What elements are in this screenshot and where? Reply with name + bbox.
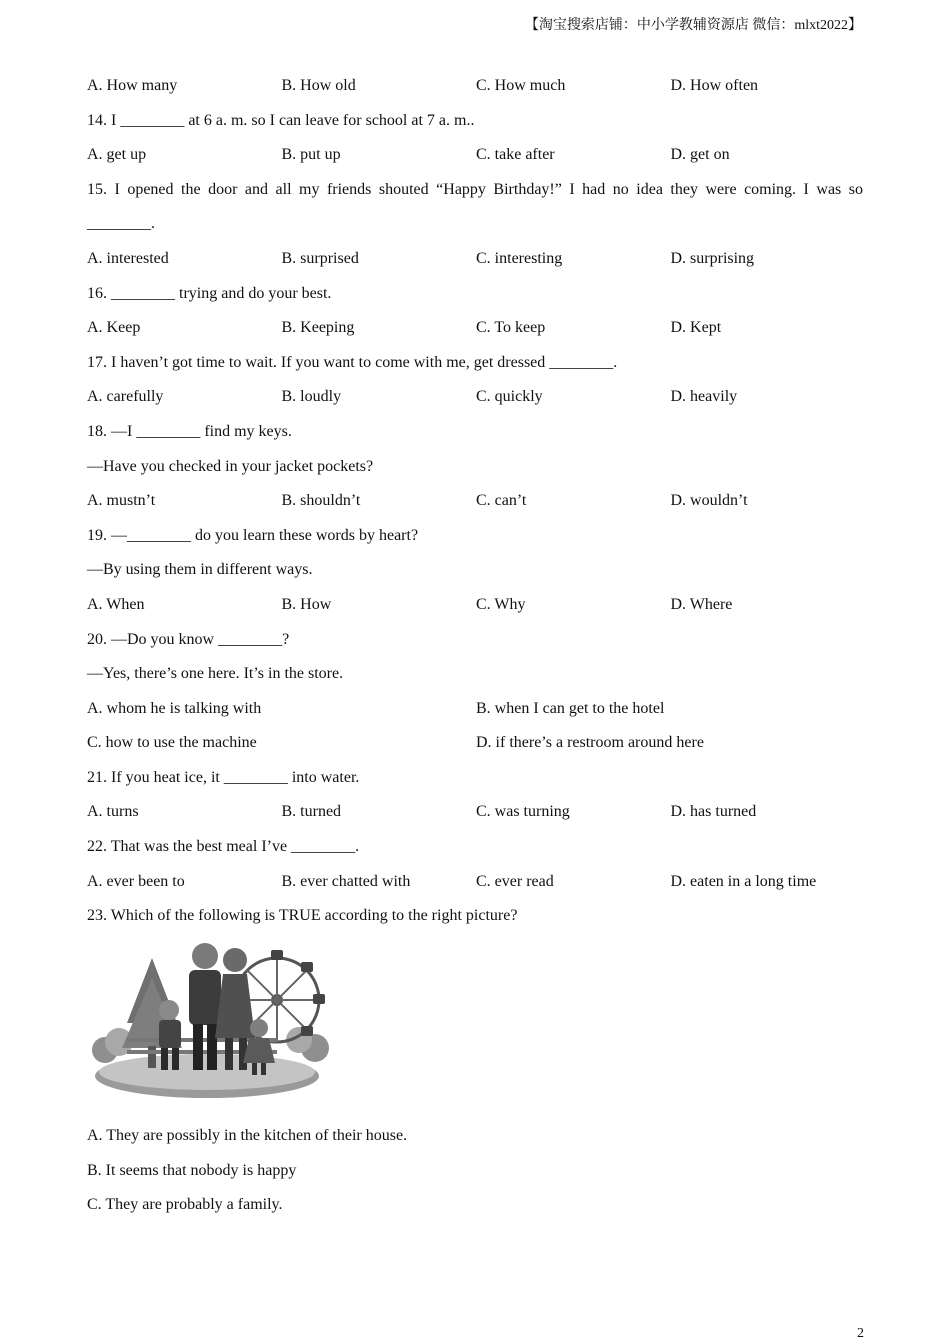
family-illustration [87,938,337,1103]
option-d: D. Where [670,595,733,613]
option-b: B. How old [281,77,356,94]
q19-stem: 19. —________ do you learn these words by heart? [87,526,419,544]
option-c: C. interesting [476,249,563,267]
option-c: C. can’t [476,492,527,510]
q18-options [87,487,863,522]
q15-options [87,245,863,280]
option-b: B. loudly [281,388,342,406]
q20-reply: —Yes, there’s one here. It’s in the store. [87,665,344,683]
option-a: A. interested [87,249,169,267]
option-d: D. get on [670,146,730,164]
option-a: A. They are possibly in the kitchen of their house. [87,1127,408,1144]
q18-stem: 18. —I ________ find my keys. [87,422,292,440]
q20-options-row2 [87,729,863,764]
option-c: C. ever read [476,872,554,890]
option-c: C. take after [476,146,555,164]
q20-options-row1 [87,695,863,730]
option-b: B. shouldn’t [281,492,361,510]
option-c: C. To keep [476,319,546,337]
page-number: 2 [857,1326,864,1341]
q16-stem: 16. ________ trying and do your best. [87,284,332,302]
option-b: B. It seems that nobody is happy [87,1161,297,1179]
option-d: D. How often [670,77,759,94]
option-c: C. Why [476,595,526,613]
option-d: D. heavily [670,388,738,406]
option-d: D. surprising [670,249,755,267]
option-a: A. carefully [87,388,164,406]
option-b: B. surprised [281,249,359,267]
option-c: C. quickly [476,388,543,406]
q15-stem-line1: 15. I opened the door and all my friends shouted “Happy Birthday!” I had no idea they were coming. I was so [87,180,863,198]
option-b: B. Keeping [281,319,355,337]
q21-options [87,798,863,833]
q23-options [87,1122,863,1226]
option-b: B. when I can get to the hotel [476,699,665,717]
q13-options [87,72,863,107]
option-d: D. has turned [670,803,757,821]
q17-options [87,383,863,418]
option-a: A. mustn’t [87,492,156,510]
q21-stem: 21. If you heat ice, it ________ into water. [87,768,360,786]
option-c: C. They are probably a family. [87,1196,283,1214]
option-b: B. put up [281,146,341,164]
option-b: B. How [281,595,332,613]
option-a: A. Keep [87,319,141,337]
q17-stem: 17. I haven’t got time to wait. If you want to come with me, get dressed ________. [87,353,618,371]
option-b: B. ever chatted with [281,872,411,890]
q23-stem: 23. Which of the following is TRUE according to the right picture? [87,907,518,925]
option-a: A. get up [87,146,147,164]
q16-options [87,314,863,349]
option-d: D. wouldn’t [670,492,748,510]
q19-reply: —By using them in different ways. [87,561,313,579]
option-c: C. How much [476,77,566,94]
q18-reply: —Have you checked in your jacket pockets? [87,457,374,475]
option-a: A. whom he is talking with [87,699,262,717]
option-c: C. was turning [476,803,570,821]
family-picture-svg [87,938,337,1103]
option-a: A. When [87,595,145,613]
option-d: D. if there’s a restroom around here [476,734,704,752]
question-list [87,72,863,937]
q14-stem: 14. I ________ at 6 a. m. so I can leave for school at 7 a. m.. [87,111,475,129]
q22-stem: 22. That was the best meal I’ve ________. [87,838,360,856]
page-header: 【淘宝搜索店铺：中小学教辅资源店 微信：mlxt2022】 [524,18,862,33]
q20-stem: 20. —Do you know ________? [87,630,290,648]
option-d: D. eaten in a long time [670,872,817,890]
q22-options [87,868,863,903]
option-a: A. turns [87,803,139,821]
option-b: B. turned [281,803,342,821]
q19-options [87,591,863,626]
option-c: C. how to use the machine [87,734,257,752]
option-d: D. Kept [670,319,722,337]
q15-stem-line2: ________. [87,215,155,233]
option-a: A. ever been to [87,872,185,890]
q14-options [87,141,863,176]
option-a: A. How many [87,77,178,94]
